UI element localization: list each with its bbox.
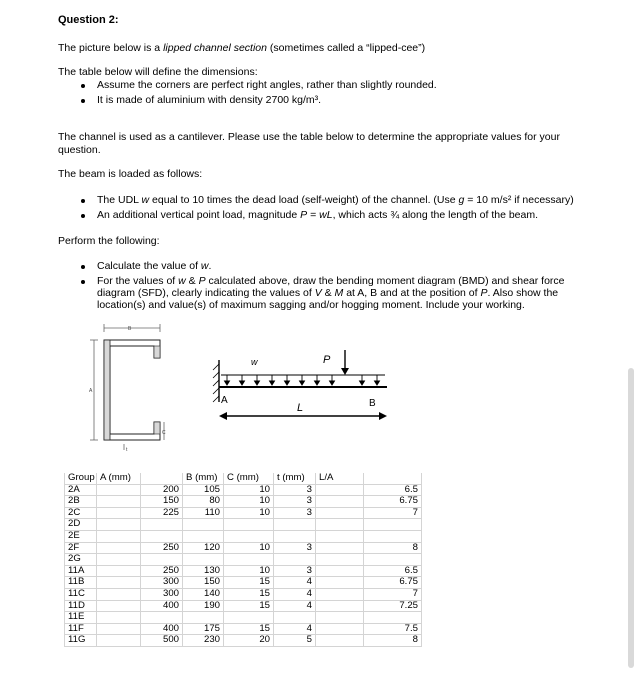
task-2-l1-a: For the values of [97,275,179,287]
cell-spacer [97,600,141,612]
table-row [65,635,422,647]
task-2-line-1 [97,275,565,287]
cell-c: 10 [224,507,274,519]
cell-t: 3 [274,507,316,519]
cell-group: 11D [65,600,97,612]
table-row [65,565,422,577]
cell-c [224,554,274,566]
cell-group: 11A [65,565,97,577]
cell-l-over-a: 7.5 [364,623,422,635]
intro-text-b: (sometimes called a “lipped-cee”) [266,42,426,54]
header-t: t (mm) [274,473,316,484]
cell-c: 10 [224,496,274,508]
cell-b: 150 [183,577,224,589]
table-row [65,600,422,612]
table-body [65,484,422,646]
task-1-text-b: . [208,260,212,272]
bullet-dot [81,84,85,88]
task-2-p: P [198,275,206,287]
cell-spacer [97,530,141,542]
cell-spacer [316,496,364,508]
cell-c [224,612,274,624]
cell-t: 3 [274,542,316,554]
cantilever-beam-diagram [205,340,395,420]
length-arrowhead-left [219,412,227,420]
cell-spacer [316,600,364,612]
table-row [65,554,422,566]
dimensions-table [64,473,422,647]
label-b: B [128,326,132,332]
loaded-text: The beam is loaded as follows: [58,168,203,180]
cell-b: 105 [183,484,224,496]
cell-group: 11C [65,588,97,600]
udl-arrows [225,375,380,385]
cell-a: 250 [141,565,183,577]
label-beam-a: A [221,395,228,406]
support-hatch [213,372,219,378]
header-blank [364,473,422,484]
load-1-text-b: equal to 10 times the dead load (self-weight) of the channel. (Use [149,194,459,206]
cell-c: 15 [224,623,274,635]
cell-b: 190 [183,600,224,612]
assumption-1: Assume the corners are perfect right angles, rather than slightly rounded. [97,79,437,91]
cell-l-over-a: 7 [364,588,422,600]
cell-spacer [97,554,141,566]
task-1 [97,260,211,272]
load-item-point [97,209,538,221]
cell-spacer [97,612,141,624]
cell-l-over-a [364,519,422,531]
table-intro: The table below will define the dimensions: [58,66,258,78]
cell-t: 3 [274,484,316,496]
vertical-scrollbar[interactable] [628,368,634,668]
bullet-dot [81,199,85,203]
cell-b: 80 [183,496,224,508]
cell-t: 4 [274,588,316,600]
cell-l-over-a: 6.5 [364,484,422,496]
cell-group: 11G [65,635,97,647]
cell-b [183,519,224,531]
cell-spacer [316,612,364,624]
cell-l-over-a [364,530,422,542]
header-blank [141,473,183,484]
cell-spacer [97,496,141,508]
load-item-udl [97,194,574,206]
task-2-line-2 [97,287,558,299]
table-row [65,519,422,531]
bullet-dot [81,214,85,218]
cell-t: 5 [274,635,316,647]
length-arrowhead-right [379,412,387,420]
label-w: w [251,357,258,367]
load-1-g: g [458,194,465,206]
cell-l-over-a: 6.75 [364,496,422,508]
cell-spacer [97,588,141,600]
cell-spacer [316,530,364,542]
cell-spacer [97,507,141,519]
cell-b: 120 [183,542,224,554]
support-hatch [213,380,219,386]
cell-spacer [97,565,141,577]
cell-t: 3 [274,496,316,508]
cell-group: 2C [65,507,97,519]
task-2-v: V [314,287,322,299]
cell-a: 225 [141,507,183,519]
cell-spacer [97,577,141,589]
cell-c: 10 [224,565,274,577]
bullet-dot [81,99,85,103]
task-1-text-a: Calculate the value of [97,260,201,272]
cell-a: 300 [141,577,183,589]
cell-spacer [316,588,364,600]
table-header-row [65,473,422,484]
support-hatch [213,388,219,394]
cell-b: 130 [183,565,224,577]
label-l: L [297,402,304,414]
cell-a [141,612,183,624]
task-2-m: M [334,287,344,299]
cell-c: 10 [224,484,274,496]
label-a: A [89,388,93,394]
cell-group: 2B [65,496,97,508]
channel-lip-bottom [154,422,160,434]
table-row [65,542,422,554]
cell-group: 2D [65,519,97,531]
cell-a: 300 [141,588,183,600]
header-b: B (mm) [183,473,224,484]
cantilever-line-1: The channel is used as a cantilever. Please use the table below to determine the appropriate values for your [58,131,560,143]
table-row [65,507,422,519]
task-2-w: w [178,275,186,287]
channel-web [104,340,110,440]
cell-group: 11F [65,623,97,635]
bullet-dot [81,280,85,284]
lipped-channel-diagram [82,318,182,468]
cell-spacer [316,623,364,635]
task-2-l2-c: at A, B and at the position of [343,287,481,299]
question-heading: Question 2: [58,14,119,26]
task-2-p2: P [480,287,488,299]
header-l-over-a: L/A [316,473,364,484]
cantilever-line-2: question. [58,144,101,156]
intro-text-a: The picture below is a [58,42,164,54]
cell-spacer [97,542,141,554]
intro-paragraph [58,42,425,54]
cell-a: 500 [141,635,183,647]
cell-c [224,519,274,531]
cell-a: 200 [141,484,183,496]
task-1-w: w [200,260,209,272]
cell-a: 150 [141,496,183,508]
header-group: Group [65,473,97,484]
cell-b [183,530,224,542]
cell-t: 3 [274,565,316,577]
cell-l-over-a [364,612,422,624]
cell-spacer [97,484,141,496]
cell-c: 15 [224,588,274,600]
cell-group: 11E [65,612,97,624]
cell-group: 11B [65,577,97,589]
cell-spacer [316,577,364,589]
cell-a: 400 [141,600,183,612]
cell-t [274,530,316,542]
task-2-l1-b: & [185,275,199,287]
label-p: P [323,354,331,366]
cell-l-over-a: 7.25 [364,600,422,612]
cell-group: 2E [65,530,97,542]
cell-t: 4 [274,577,316,589]
table-row [65,484,422,496]
label-c: C [162,430,166,436]
cell-spacer [97,635,141,647]
label-t: t [126,447,128,453]
cell-b: 230 [183,635,224,647]
load-2-text-b: = [307,209,320,221]
support-hatch [213,364,219,370]
task-2-l2-d: . Also show the [487,287,559,299]
cell-a: 400 [141,623,183,635]
support-hatch [213,396,219,402]
cell-b: 110 [183,507,224,519]
cell-b: 140 [183,588,224,600]
intro-text-italic: lipped channel section [163,42,267,54]
cell-spacer [316,484,364,496]
bullet-dot [81,265,85,269]
load-2-wl: wL [319,209,333,221]
cell-group: 2A [65,484,97,496]
point-load-arrowhead [341,368,349,375]
header-a: A (mm) [97,473,141,484]
table-row [65,496,422,508]
table-row [65,588,422,600]
cell-l-over-a: 8 [364,635,422,647]
channel-lip-top [154,346,160,358]
table-row [65,577,422,589]
cell-c: 15 [224,600,274,612]
cell-spacer [316,635,364,647]
load-2-text-a: An additional vertical point load, magnitude [97,209,301,221]
cell-spacer [97,623,141,635]
cell-c: 20 [224,635,274,647]
channel-outline [104,340,160,440]
cell-t [274,519,316,531]
cell-group: 2F [65,542,97,554]
table-row [65,530,422,542]
cell-t [274,612,316,624]
cell-b [183,612,224,624]
cell-c: 15 [224,577,274,589]
table-row [65,623,422,635]
assumption-2: It is made of aluminium with density 2700 kg/m³. [97,94,322,106]
cell-l-over-a: 6.75 [364,577,422,589]
label-beam-b: B [369,398,376,409]
cell-a [141,530,183,542]
cell-group: 2G [65,554,97,566]
cell-t: 4 [274,623,316,635]
load-1-text-a: The UDL [97,194,142,206]
cell-spacer [97,519,141,531]
cell-a [141,519,183,531]
cell-spacer [316,554,364,566]
cell-spacer [316,507,364,519]
cell-t [274,554,316,566]
task-2-line-3: location(s) and value(s) of maximum sagging and/or hogging moment. Include your working. [97,299,525,311]
task-2-l1-c: calculated above, draw the bending moment diagram (BMD) and shear force [205,275,565,287]
header-c: C (mm) [224,473,274,484]
cell-c: 10 [224,542,274,554]
cell-spacer [316,519,364,531]
perform-heading: Perform the following: [58,235,160,247]
cell-l-over-a [364,554,422,566]
load-2-text-c: , which acts ¾ along the length of the beam. [332,209,539,221]
task-2-l2-a: diagram (SFD), clearly indicating the values of [97,287,315,299]
cell-l-over-a: 7 [364,507,422,519]
load-1-w: w [141,194,150,206]
task-2-l2-b: & [321,287,335,299]
cell-l-over-a: 6.5 [364,565,422,577]
cell-a [141,554,183,566]
cell-b [183,554,224,566]
load-1-text-c: = 10 m/s² if necessary) [464,194,574,206]
cell-a: 250 [141,542,183,554]
cell-c [224,530,274,542]
cell-spacer [316,565,364,577]
load-2-p: P [300,209,308,221]
table-row [65,612,422,624]
cell-t: 4 [274,600,316,612]
cell-b: 175 [183,623,224,635]
cell-spacer [316,542,364,554]
cell-l-over-a: 8 [364,542,422,554]
